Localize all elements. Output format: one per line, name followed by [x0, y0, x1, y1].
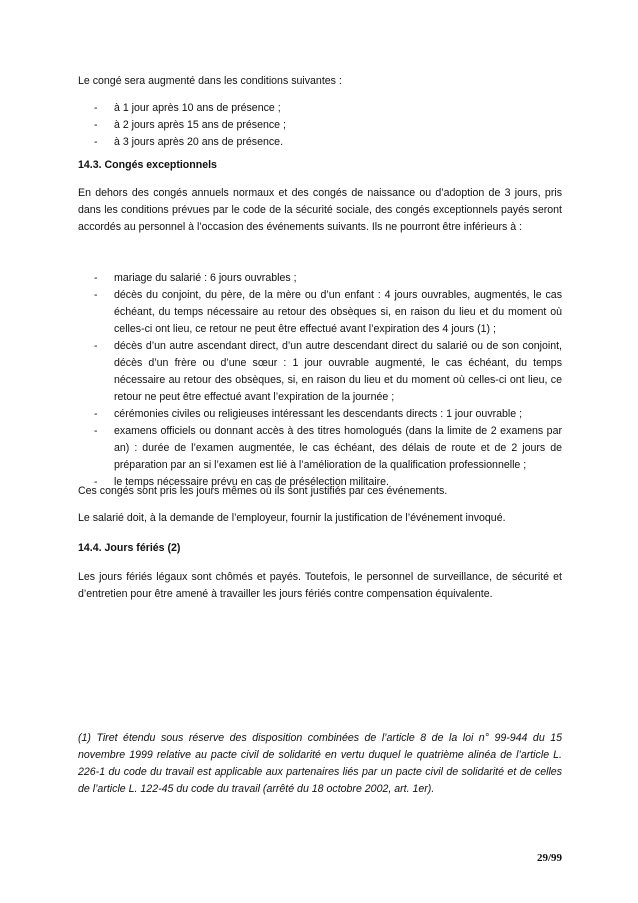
list-item: - mariage du salarié : 6 jours ouvrables ;: [78, 270, 562, 287]
list-item: - décès du conjoint, du père, de la mère ou d’un enfant : 4 jours ouvrables, augmentés, le cas échéant, du temps nécessaire au retour des obsèques si, en raison du lieu et du moment où celles-ci ont lieu, ce retour ne peut être effectué avant l’expiration des 4 jours (1) ;: [78, 287, 562, 338]
intro-text: Le congé sera augmenté dans les conditions suivantes :: [78, 75, 342, 87]
employer-note: Le salarié doit, à la demande de l’employeur, fournir la justification de l’événement invoqué.: [78, 512, 506, 524]
list-item: - cérémonies civiles ou religieuses intéressant les descendants directs : 1 jour ouvrable ;: [78, 406, 562, 423]
page-number: 29/99: [536, 852, 562, 864]
events-list: [78, 270, 562, 491]
section-heading-jours-feries: 14.4. Jours fériés (2): [78, 542, 181, 554]
section-heading-conges-exceptionnels: 14.3. Congés exceptionnels: [78, 159, 217, 171]
seniority-list: [78, 100, 562, 151]
list-item: - décès d’un autre ascendant direct, d’un autre descendant direct du salarié ou de son conjoint, décès d’un frère ou d’une sœur : 1 jour ouvrable augmenté, le cas échéant, du temps nécessaire au retour des obsèques, si, en raison du lieu et du moment où celles-ci ont lieu, ce retour ne peut être effectué avant l’expiration de la journée ;: [78, 338, 562, 406]
section-paragraph: En dehors des congés annuels normaux et des congés de naissance ou d’adoption de 3 jours, pris dans les conditions prévues par le code de la sécurité sociale, des congés exceptionnels payés seront accordés au personnel à l’occasion des événements suivants. Ils ne pourront être inférieurs à :: [78, 187, 562, 233]
list-item: - à 2 jours après 15 ans de présence ;: [78, 117, 562, 134]
section-paragraph: Les jours fériés légaux sont chômés et payés. Toutefois, le personnel de surveillance, de sécurité et d’entretien pour être amené à travailler les jours fériés contre compensation équivalente.: [78, 571, 562, 600]
list-item: - à 1 jour après 10 ans de présence ;: [78, 100, 562, 117]
list-item: - le temps nécessaire prévu en cas de présélection militaire.: [78, 474, 562, 491]
justified-note: Ces congés sont pris les jours mêmes où ils sont justifiés par ces événements.: [78, 485, 448, 497]
footnote: (1) Tiret étendu sous réserve des disposition combinées de l’article 8 de la loi n° 99-944 du 15 novembre 1999 relative au pacte civil de solidarité en vertu duquel le quatrième alinéa de l’article L. 226-1 du code du travail est applicable aux partenaires liés par un pacte civil de solidarité et de celles de l’article L. 122-45 du code du travail (arrêté du 18 octobre 2002, art. 1er).: [78, 732, 562, 795]
list-item: - à 3 jours après 20 ans de présence.: [78, 134, 562, 151]
list-item: - examens officiels ou donnant accès à des titres homologués (dans la limite de 2 examens par an) : durée de l’examen augmentée, le cas échéant, des délais de route et de 2 jours de préparation par an si l’examen est lié à l’amélioration de la qualification professionnelle ;: [78, 423, 562, 474]
